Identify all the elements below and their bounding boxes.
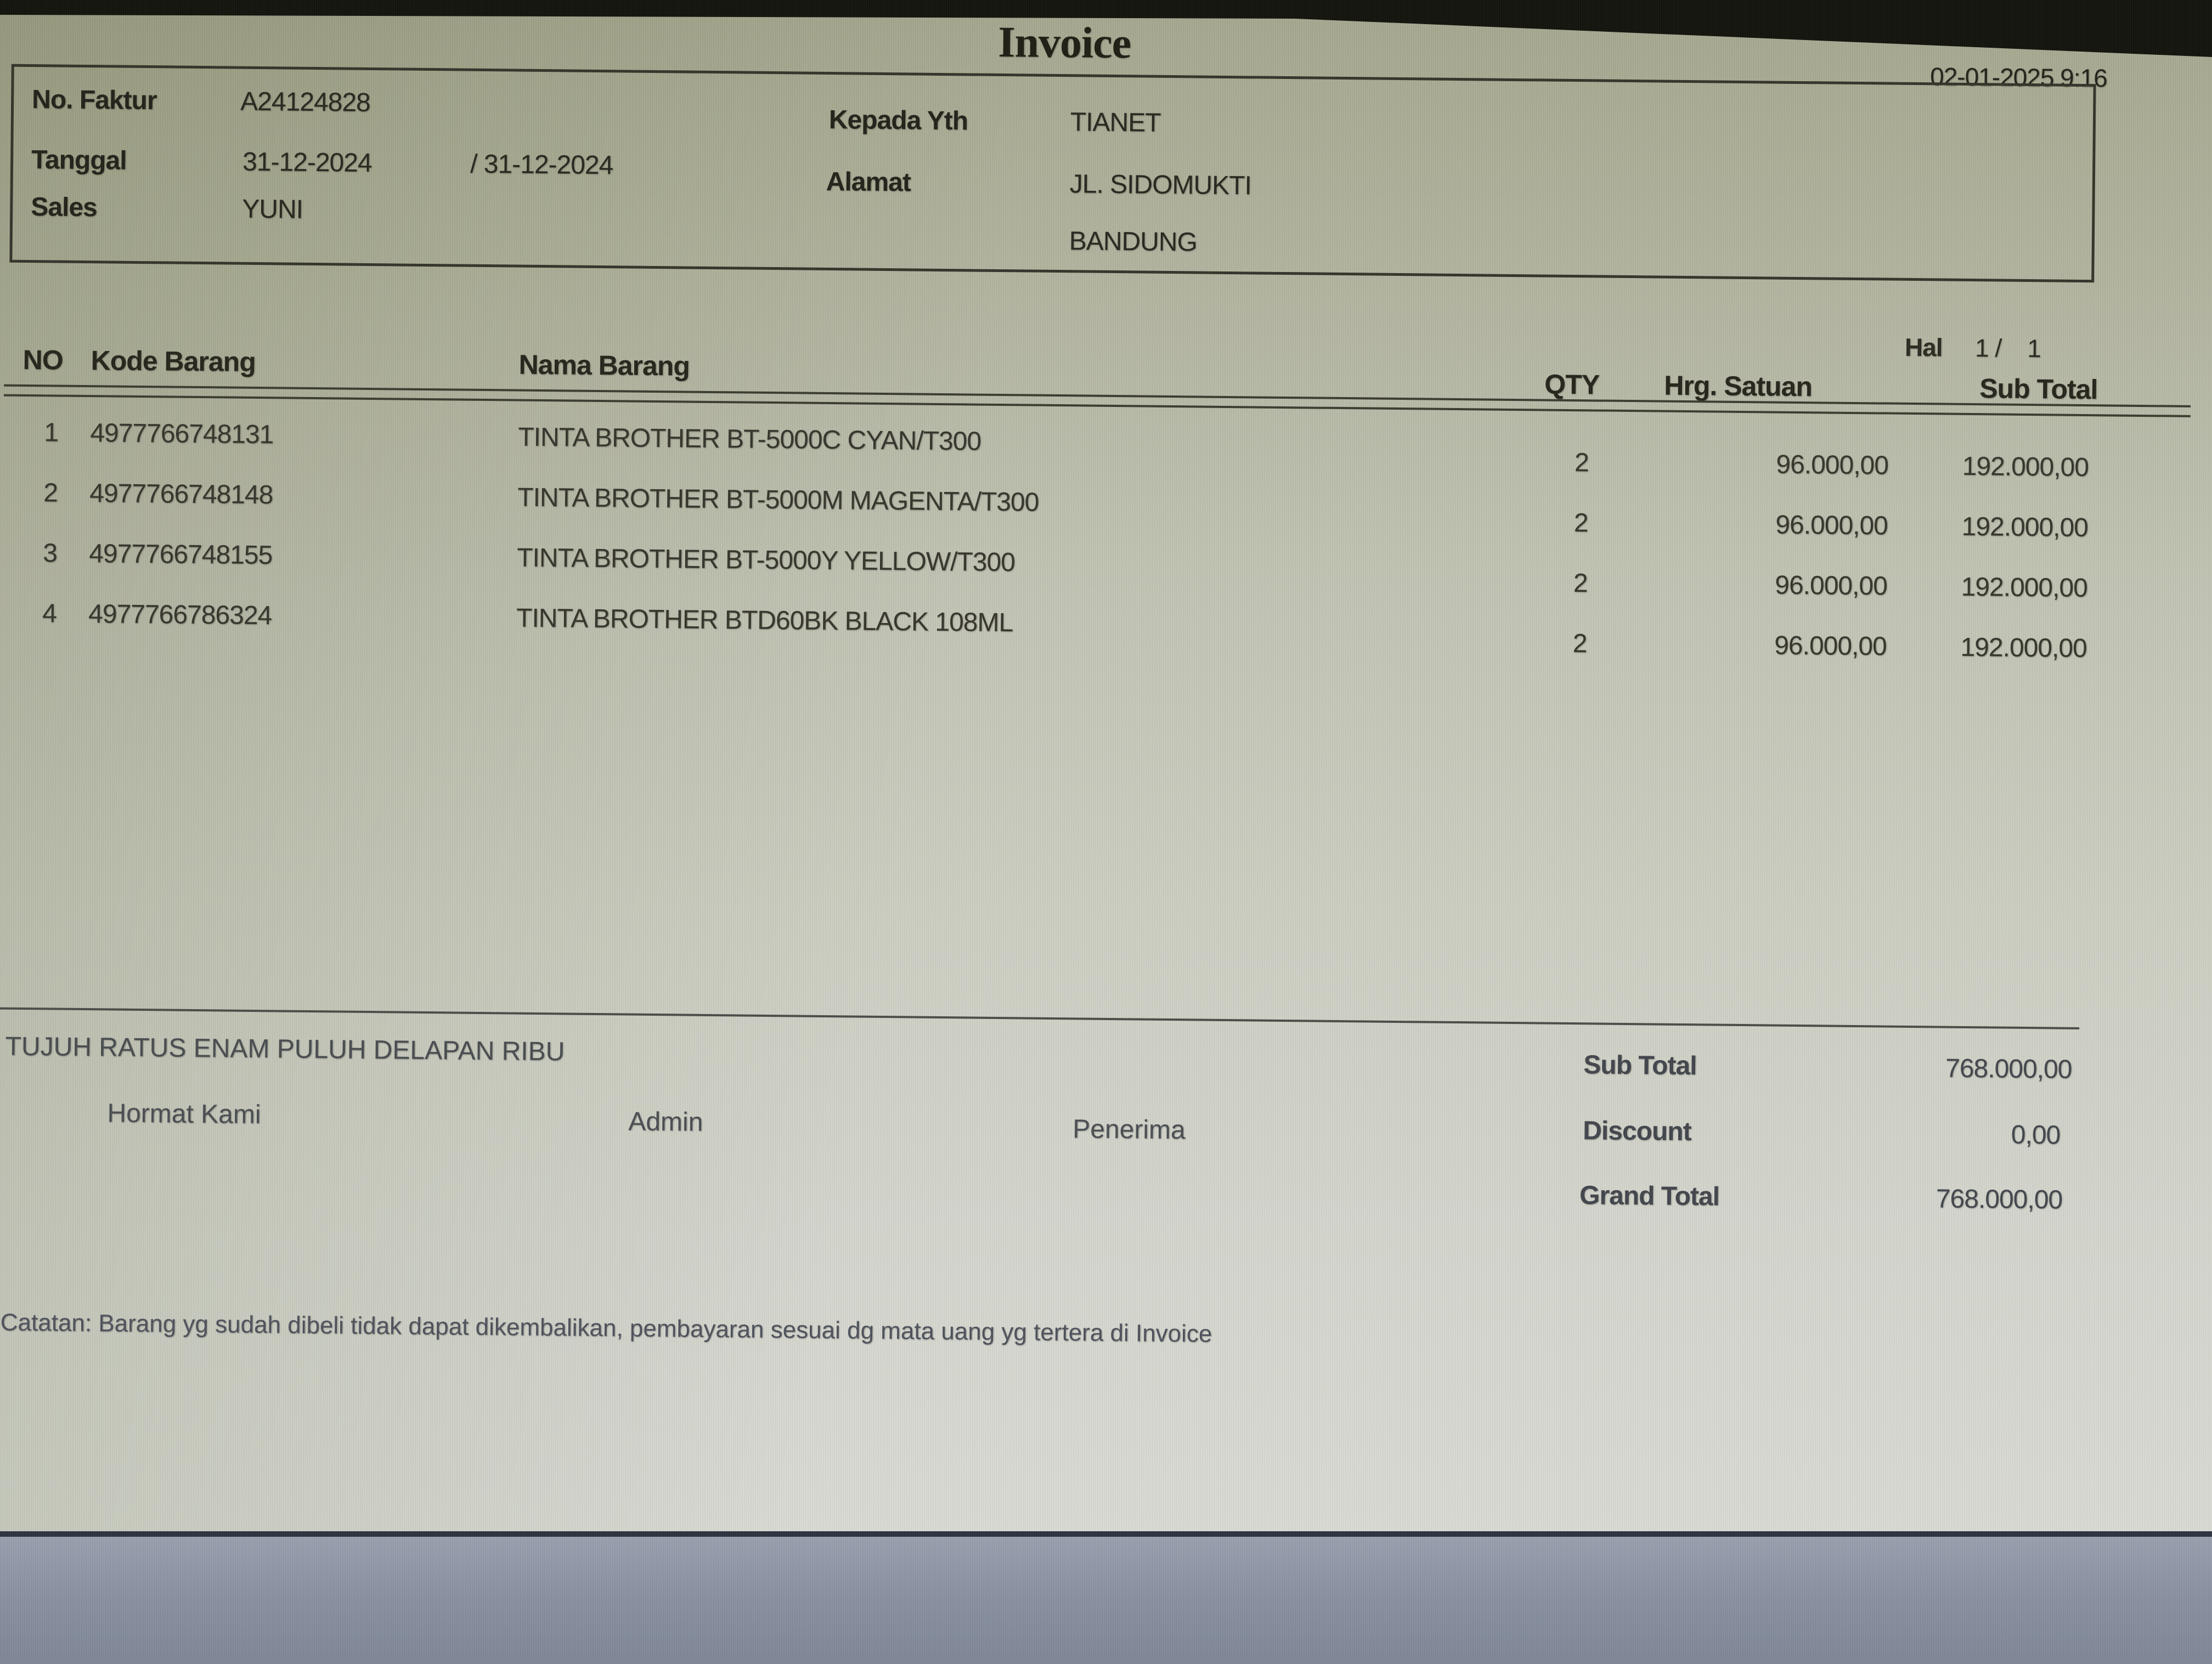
column-header-hrg-satuan: Hrg. Satuan <box>1664 370 1813 403</box>
column-header-no: NO <box>22 344 63 376</box>
kepada-yth-value: TIANET <box>1070 107 1161 138</box>
amount-in-words: TUJUH RATUS ENAM PULUH DELAPAN RIBU <box>5 1032 565 1067</box>
cell-qty: 2 <box>1573 569 1588 598</box>
signature-admin: Admin <box>628 1107 703 1137</box>
tanggal-value: 31-12-2024 <box>242 147 372 178</box>
cell-kode: 4977766748148 <box>89 479 273 510</box>
cell-hrg-satuan: 96.000,00 <box>1776 450 1889 480</box>
alamat-value-line1: JL. SIDOMUKTI <box>1069 169 1252 201</box>
cell-kode: 4977766786324 <box>88 599 272 631</box>
invoice-header-box <box>9 64 2096 282</box>
discount-label: Discount <box>1583 1116 1691 1147</box>
cell-no: 3 <box>43 539 58 568</box>
cell-hrg-satuan: 96.000,00 <box>1775 570 1888 601</box>
cell-sub-total: 192.000,00 <box>1962 451 2089 483</box>
grand-total-value: 768.000,00 <box>1936 1184 2063 1215</box>
cell-nama: TINTA BROTHER BTD60BK BLACK 108ML <box>516 603 1013 638</box>
cell-no: 4 <box>42 599 57 629</box>
totals-separator <box>0 1007 2079 1029</box>
page-number-label: Hal <box>1904 332 1943 362</box>
signature-penerima: Penerima <box>1073 1114 1186 1145</box>
cell-sub-total: 192.000,00 <box>1960 632 2087 664</box>
table-header-separator <box>4 384 2191 417</box>
cell-nama: TINTA BROTHER BT-5000M MAGENTA/T300 <box>517 483 1039 517</box>
grand-total-label: Grand Total <box>1579 1181 1720 1212</box>
sub-total-label: Sub Total <box>1583 1050 1697 1081</box>
sales-label: Sales <box>31 193 98 223</box>
cell-qty: 2 <box>1572 629 1587 659</box>
sales-value: YUNI <box>242 194 303 224</box>
column-header-kode-barang: Kode Barang <box>91 345 256 377</box>
column-header-sub-total: Sub Total <box>1979 373 2098 405</box>
cell-kode: 4977766748131 <box>90 418 274 450</box>
no-faktur-label: No. Faktur <box>31 85 157 116</box>
kepada-yth-label: Kepada Yth <box>828 105 968 136</box>
cell-no: 1 <box>44 418 59 448</box>
tanggal-label: Tanggal <box>31 145 127 176</box>
cell-kode: 4977766748155 <box>89 539 273 570</box>
tanggal-jatuh-tempo-value: / 31-12-2024 <box>470 149 613 180</box>
column-header-nama-barang: Nama Barang <box>518 349 690 382</box>
cell-qty: 2 <box>1573 508 1588 538</box>
discount-value: 0,00 <box>2011 1120 2061 1150</box>
cell-qty: 2 <box>1574 448 1589 478</box>
cell-hrg-satuan: 96.000,00 <box>1774 631 1887 661</box>
cell-sub-total: 192.000,00 <box>1961 572 2088 603</box>
note-text: Catatan: Barang yg sudah dibeli tidak dapat dikembalikan, pembayaran sesuai dg mata uang yg tertera di Invoice <box>0 1309 1212 1348</box>
cell-nama: TINTA BROTHER BT-5000Y YELLOW/T300 <box>516 543 1015 578</box>
window-footer-band <box>0 1531 2212 1664</box>
page-title: Invoice <box>997 18 1131 68</box>
print-timestamp: 02-01-2025 9:16 <box>1929 62 2108 93</box>
alamat-label: Alamat <box>826 167 911 197</box>
column-header-qty: QTY <box>1544 369 1600 400</box>
cell-nama: TINTA BROTHER BT-5000C CYAN/T300 <box>518 422 981 456</box>
signature-hormat-kami: Hormat Kami <box>107 1099 261 1130</box>
no-faktur-value: A24124828 <box>240 87 371 117</box>
sub-total-value: 768.000,00 <box>1945 1054 2072 1084</box>
cell-sub-total: 192.000,00 <box>1961 512 2089 543</box>
alamat-value-line2: BANDUNG <box>1069 227 1198 257</box>
cell-no: 2 <box>43 478 58 508</box>
page-number-value: 1 / 1 <box>1974 333 2041 363</box>
cell-hrg-satuan: 96.000,00 <box>1775 510 1888 541</box>
